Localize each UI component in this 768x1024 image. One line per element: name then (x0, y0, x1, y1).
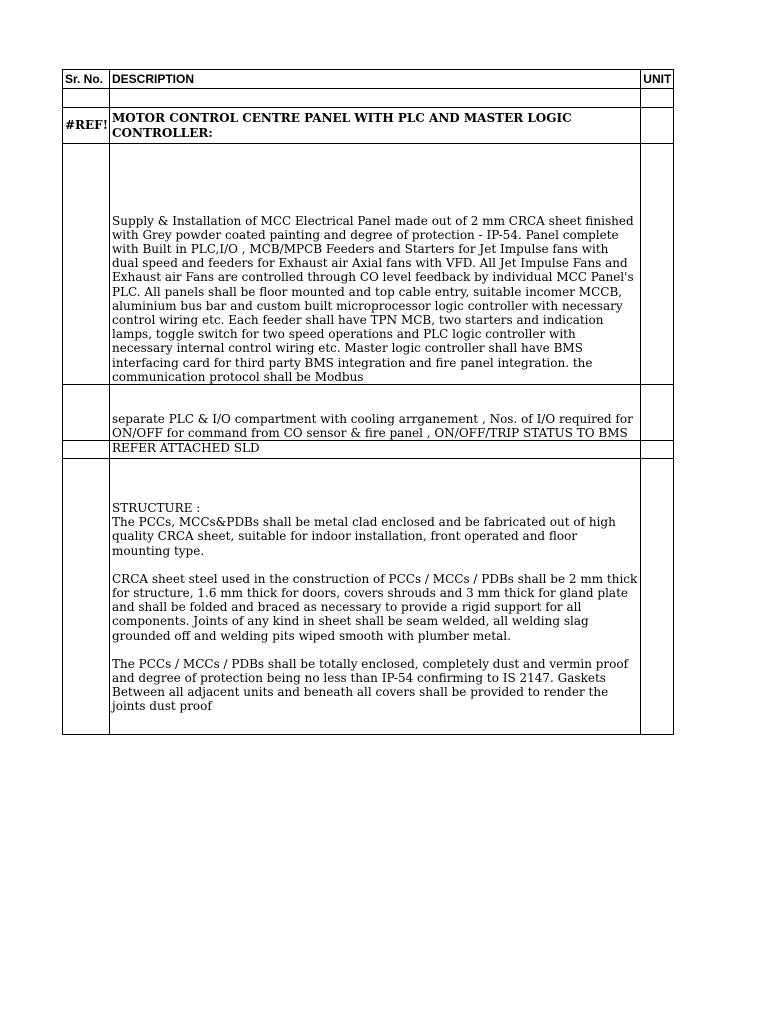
sld-description: REFER ATTACHED SLD (110, 441, 641, 459)
structure-description (110, 459, 641, 735)
sr-cell (63, 144, 110, 385)
unit-cell (641, 144, 674, 385)
unit-cell (641, 108, 674, 144)
unit-cell (641, 441, 674, 459)
supply-text: Supply & Installation of MCC Electrical Panel made out of 2 mm CRCA sheet finished with Grey powder coated painting and degree of protection - IP-54. Panel complete with Built in PLC,I/O , MCB/MPCB Feeders and Starters for Jet Impulse fans with dual speed and feeders for Exhaust air Axial fans with VFD. All Jet Impulse Fans and Exhaust air Fans are controlled through CO level feedback by individual MCC Panel's PLC. All panels shall be floor mounted and top cable entry, suitable incomer MCCB, aluminium bus bar and custom built microprocessor logic controller with necessary control wiring etc. Each feeder shall have TPN MCB, two starters and indication lamps, toggle switch for two speed operations and PLC logic controller with necessary internal control wiring etc. Master logic controller shall have BMS interfacing card for third party BMS integration and fire panel integration. the communication protocol shall be Modbus (112, 213, 634, 384)
structure-paragraph-1: The PCCs, MCCs&PDBs shall be metal clad enclosed and be fabricated out of high quality CRCA sheet, suitable for indoor installation, front operated and floor mounting type. (112, 515, 616, 558)
empty-cell (63, 89, 110, 108)
header-description: DESCRIPTION (110, 70, 641, 89)
empty-cell (641, 89, 674, 108)
unit-cell (641, 459, 674, 735)
header-row (63, 70, 674, 89)
empty-row (63, 89, 674, 108)
section-title: MOTOR CONTROL CENTRE PANEL WITH PLC AND MASTER LOGIC CONTROLLER: (110, 108, 641, 144)
plc-row (63, 385, 674, 441)
supply-row (63, 144, 674, 385)
header-sr-no: Sr. No. (63, 70, 110, 89)
sr-cell (63, 385, 110, 441)
plc-text: separate PLC & I/O compartment with cooling arrganement , Nos. of I/O required for ON/OFF for command from CO sensor & fire panel , ON/OFF/TRIP STATUS TO BMS (112, 411, 633, 440)
supply-description (110, 144, 641, 385)
sr-cell (63, 459, 110, 735)
empty-cell (110, 89, 641, 108)
plc-description (110, 385, 641, 441)
sr-cell (63, 441, 110, 459)
spreadsheet-page (62, 69, 674, 735)
structure-paragraph-3: The PCCs / MCCs / PDBs shall be totally enclosed, completely dust and vermin proof and degree of protection being no less than IP-54 confirming to IS 2147. Gaskets Between all adjacent units and beneath all covers shall be provided to render the joints dust proof (112, 656, 629, 714)
header-unit: UNIT (641, 70, 674, 89)
structure-heading: STRUCTURE : (112, 501, 201, 515)
title-row (63, 108, 674, 144)
structure-paragraph-2: CRCA sheet steel used in the construction of PCCs / MCCs / PDBs shall be 2 mm thick for structure, 1.6 mm thick for doors, covers shrouds and 3 mm thick for gland plate and shall be folded and braced as necessary to provide a rigid support for all components. Joints of any kind in sheet shall be seam welded, all welding slag grounded off and welding pits wiped smooth with plumber metal. (112, 571, 638, 643)
structure-row (63, 459, 674, 735)
sld-row (63, 441, 674, 459)
ref-number: #REF! (63, 108, 110, 144)
boq-table (62, 69, 674, 735)
unit-cell (641, 385, 674, 441)
